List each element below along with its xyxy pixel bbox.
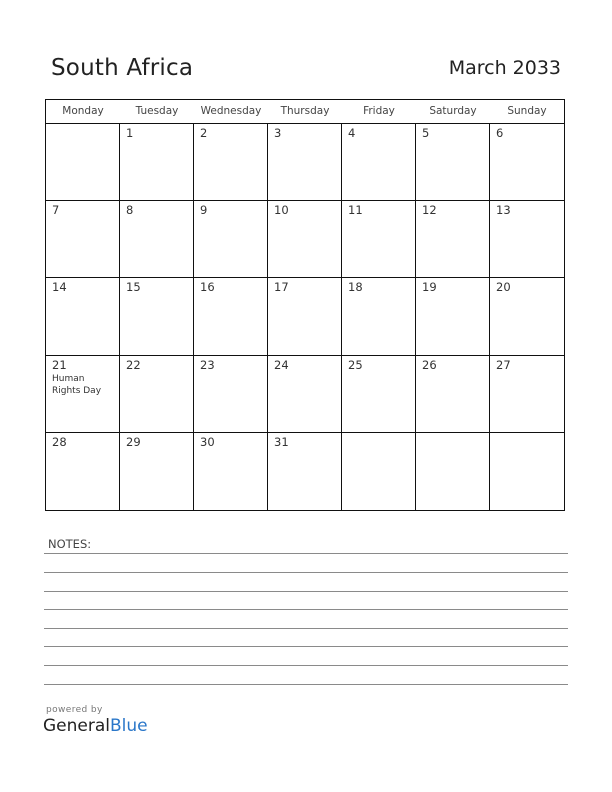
weekday-sunday: Sunday — [507, 105, 547, 117]
day-cell — [416, 433, 490, 510]
powered-by-text: powered by — [46, 705, 103, 715]
day-number: 24 — [274, 357, 289, 372]
day-cell — [342, 201, 416, 278]
day-number: 17 — [274, 280, 289, 295]
day-number: 31 — [274, 434, 289, 449]
day-number: 2 — [200, 126, 208, 140]
weekday-monday: Monday — [62, 105, 104, 117]
day-number: 23 — [200, 357, 215, 372]
day-cell — [46, 278, 120, 355]
notes-line — [44, 553, 568, 554]
day-cell — [194, 201, 268, 278]
day-cell — [490, 201, 564, 278]
day-cell — [268, 433, 342, 510]
day-cell — [194, 433, 268, 510]
day-number: 29 — [126, 434, 141, 449]
weekday-header-row — [46, 100, 564, 124]
day-number: 18 — [348, 280, 363, 295]
day-cell — [416, 124, 490, 201]
notes-line — [44, 646, 568, 647]
day-cell — [490, 433, 564, 510]
notes-line — [44, 609, 568, 610]
day-cell — [268, 124, 342, 201]
day-cell — [490, 356, 564, 433]
day-cell — [416, 278, 490, 355]
day-cell — [46, 124, 120, 201]
day-cell — [342, 356, 416, 433]
day-cell — [120, 356, 194, 433]
notes-line — [44, 572, 568, 573]
holiday-label: Human — [52, 373, 85, 384]
holiday-label: Rights Day — [52, 385, 102, 396]
weekday-thursday: Thursday — [280, 105, 330, 117]
day-cell — [120, 201, 194, 278]
day-cell — [342, 124, 416, 201]
brand-blue: Blue — [110, 716, 148, 736]
day-cells — [46, 124, 564, 510]
notes-line — [44, 591, 568, 592]
day-cell — [194, 278, 268, 355]
notes-line — [44, 684, 568, 685]
weekday-wednesday: Wednesday — [200, 105, 262, 117]
day-number: 13 — [496, 203, 511, 218]
day-cell — [268, 201, 342, 278]
day-number: 3 — [274, 126, 282, 140]
day-number: 25 — [348, 357, 363, 372]
day-number: 11 — [348, 203, 363, 218]
day-cell — [490, 278, 564, 355]
day-number: 21 — [52, 357, 67, 372]
day-cell — [46, 433, 120, 510]
brand-general: General — [43, 716, 110, 736]
day-cell — [490, 124, 564, 201]
generalblue-logo — [43, 716, 148, 736]
day-cell — [342, 278, 416, 355]
day-cell — [416, 356, 490, 433]
page-title: South Africa — [51, 55, 194, 81]
month-year: March 2033 — [448, 57, 561, 79]
day-cell — [120, 278, 194, 355]
day-number: 7 — [52, 203, 60, 218]
day-cell — [46, 201, 120, 278]
weekday-friday: Friday — [363, 105, 395, 117]
day-number: 28 — [52, 434, 67, 449]
day-number: 4 — [348, 126, 356, 140]
day-number: 5 — [422, 126, 430, 140]
day-number: 6 — [496, 126, 504, 140]
day-cell — [342, 433, 416, 510]
day-cell — [416, 201, 490, 278]
weekday-tuesday: Tuesday — [135, 105, 179, 117]
day-number: 1 — [126, 126, 134, 140]
weekday-saturday: Saturday — [429, 105, 477, 117]
day-cell — [120, 433, 194, 510]
day-number: 22 — [126, 357, 141, 372]
day-number: 9 — [200, 203, 208, 218]
day-number: 27 — [496, 357, 511, 372]
day-cell — [268, 278, 342, 355]
day-cell — [194, 356, 268, 433]
day-cell — [46, 356, 120, 433]
day-number: 20 — [496, 280, 511, 295]
notes-line — [44, 665, 568, 666]
calendar-grid — [45, 99, 565, 511]
day-number: 26 — [422, 357, 437, 372]
day-number: 12 — [422, 203, 437, 218]
day-number: 10 — [274, 203, 289, 218]
day-number: 8 — [126, 203, 134, 218]
day-number: 16 — [200, 280, 215, 295]
day-number: 14 — [52, 280, 67, 295]
day-number: 30 — [200, 434, 215, 449]
notes-label: NOTES: — [48, 537, 92, 551]
day-cell — [194, 124, 268, 201]
day-number: 15 — [126, 280, 141, 295]
day-cell — [268, 356, 342, 433]
notes-line — [44, 628, 568, 629]
day-cell — [120, 124, 194, 201]
day-number: 19 — [422, 280, 437, 295]
